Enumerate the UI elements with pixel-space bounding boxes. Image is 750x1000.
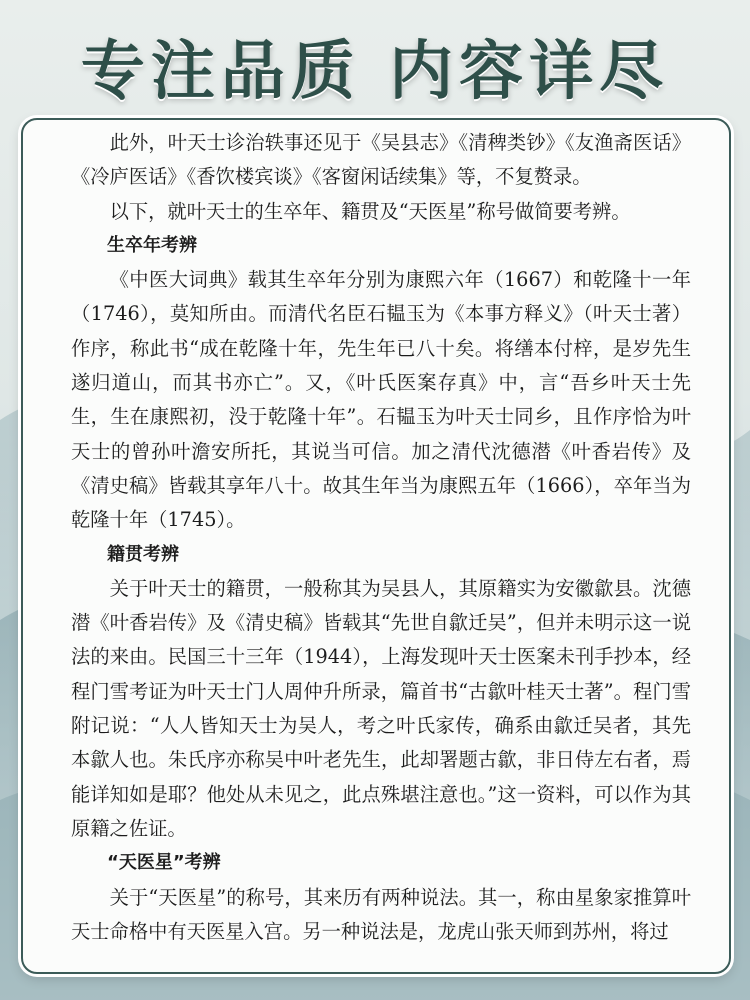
paragraph-lifespan: 《中医大词典》载其生卒年分别为康熙六年（1667）和乾隆十一年（1746），莫知所由。而清代名臣石韫玉为《本事方释义》（叶天士著）作序，称此书“成在乾隆十年，先生年已八十矣。将缮本付梓，是岁先生遂归道山，而其书亦亡”。又，《叶氏医案存真》中，言“吾乡叶天士先生，生在康熙初，没于乾隆十年”。石韫玉为叶天士同乡，且作序恰为叶天士的曾孙叶澹安所托，其说当可信。加之清代沈德潜《叶香岩传》及《清史稿》皆载其享年八十。故其生年当为康熙五年（1666），卒年当为乾隆十年（1745）。 bbox=[71, 268, 691, 532]
paragraph-intro: 此外，叶天士诊治轶事还见于《吴县志》《清稗类钞》《友渔斋医话》《冷庐医话》《香饮楼宾谈》《客窗闲话续集》等，不复赘录。 bbox=[71, 131, 691, 189]
heading-origin: 籍贯考辨 bbox=[107, 543, 179, 565]
document-content bbox=[71, 126, 691, 949]
paragraph-origin: 关于叶天士的籍贯，一般称其为吴县人，其原籍实为安徽歙县。沈德潜《叶香岩传》及《清史稿》皆载其“先世自歙迁吴”，但并未明示这一说法的来由。民国三十三年（1944），上海发现叶天士医案未刊手抄本，经程门雪考证为叶天士门人周仲升所录，篇首书“古歙叶桂天士著”。程门雪附记说：“人人皆知天士为吴人，考之叶氏家传，确系由歙迁吴者，其先本歙人也。朱氏序亦称吴中叶老先生，此却署题古歙，非日侍左右者，焉能详知如是耶？他处从未见之，此点殊堪注意也。”这一资料，可以作为其原籍之佐证。 bbox=[71, 576, 691, 840]
paragraph-overview: 以下，就叶天士的生卒年、籍贯及“天医星”称号做简要考辨。 bbox=[109, 199, 631, 223]
banner-title: 专注品质 内容详尽 bbox=[80, 35, 670, 109]
paragraph-title: 关于“天医星”的称号，其来历有两种说法。其一，称由星象家推算叶天士命格中有天医星入宫。另一种说法是，龙虎山张天师到苏州，将过 bbox=[71, 885, 691, 943]
heading-lifespan: 生卒年考辨 bbox=[107, 234, 197, 256]
document-panel bbox=[21, 118, 731, 974]
heading-title: “天医星”考辨 bbox=[107, 852, 221, 874]
